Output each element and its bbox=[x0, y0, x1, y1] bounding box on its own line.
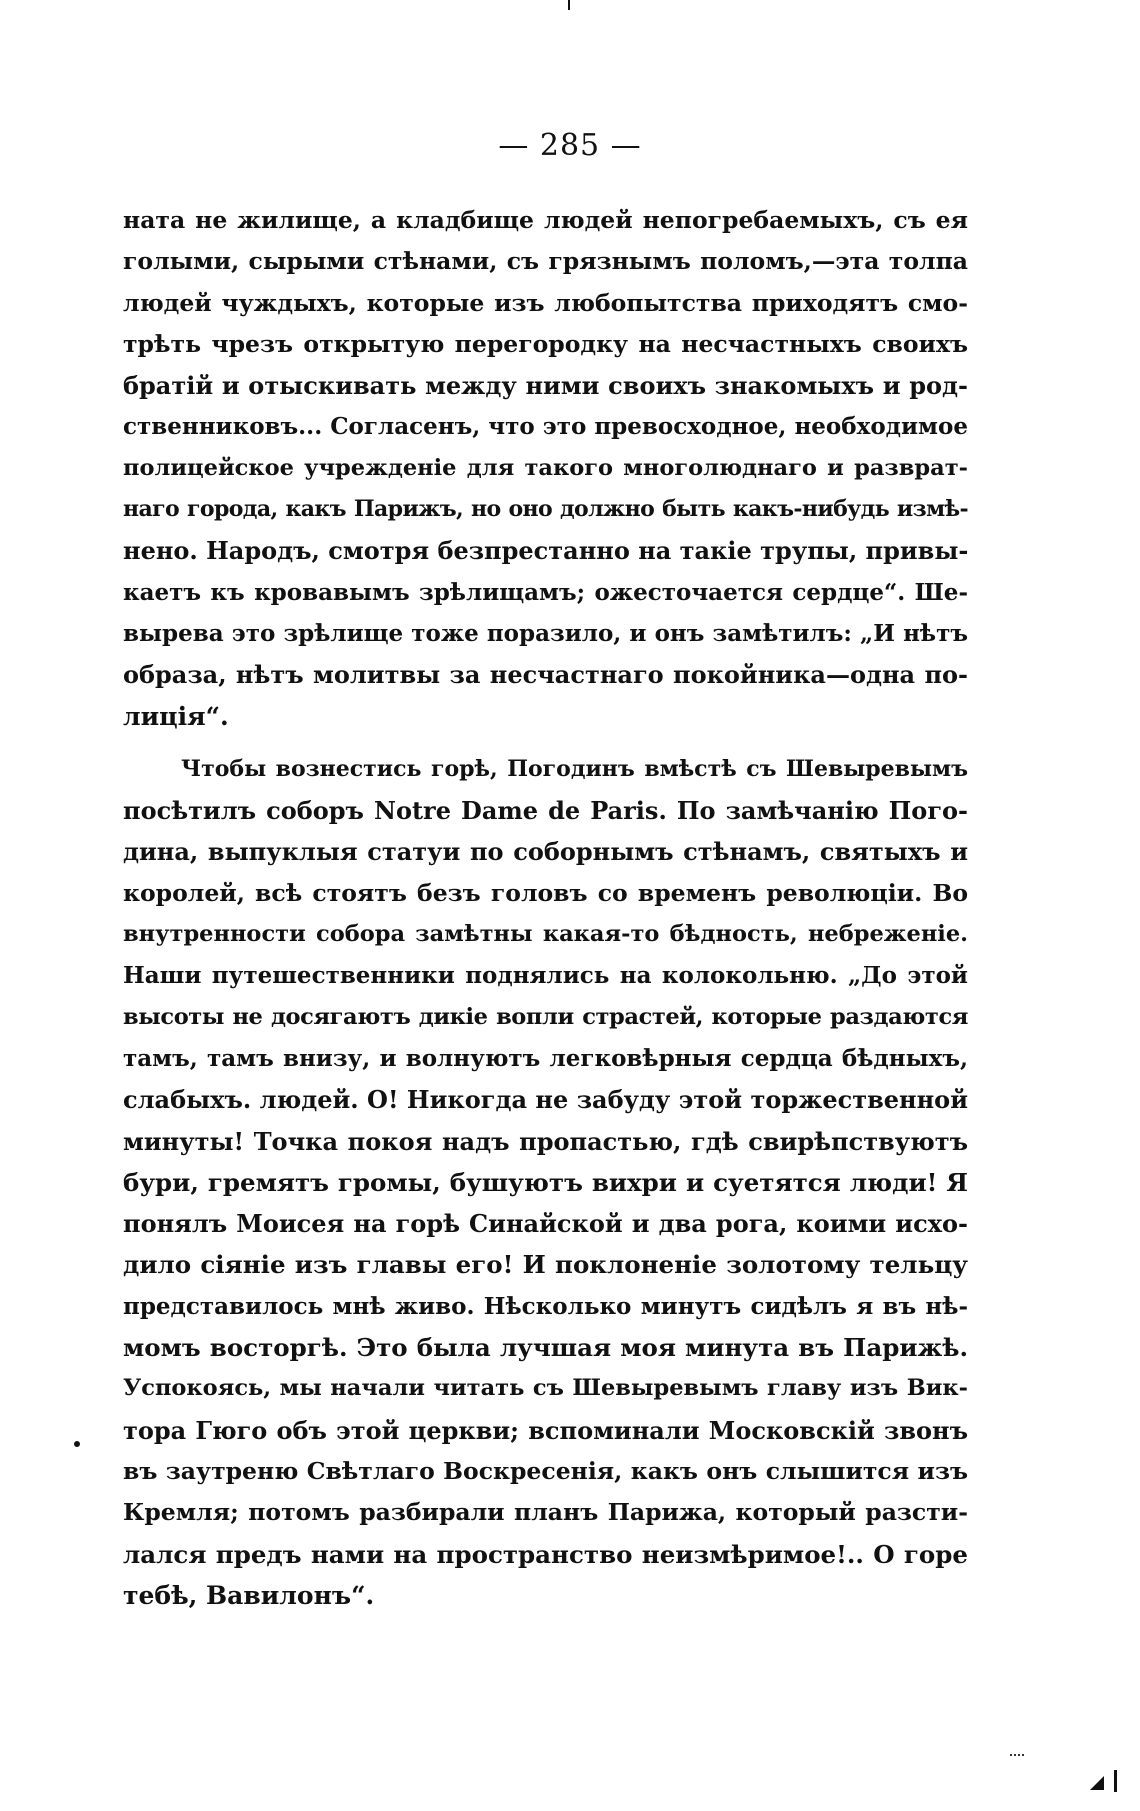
scan-bar-mark bbox=[1114, 1770, 1117, 1792]
text-line: Кремля; потомъ разбирали планъ Парижа, который разсти- bbox=[123, 1498, 968, 1527]
text-line: нено. Народъ, смотря безпрестанно на такіе трупы, привы- bbox=[123, 536, 968, 566]
text-line: тамъ, тамъ внизу, и волнуютъ легковѣрныя сердца бѣдныхъ, bbox=[123, 1044, 968, 1072]
text-line: вырева это зрѣлище тоже поразило, и онъ замѣтилъ: „И нѣтъ bbox=[123, 619, 968, 647]
text-line: каетъ къ кровавымъ зрѣлищамъ; ожесточается сердце“. Ше- bbox=[123, 578, 968, 606]
scan-corner-marks bbox=[1070, 1768, 1130, 1798]
text-line: лиція“. bbox=[123, 701, 229, 731]
scan-triangle-mark bbox=[1090, 1776, 1104, 1790]
text-line: представилось мнѣ живо. Нѣсколько минутъ сидѣлъ я въ нѣ- bbox=[123, 1292, 968, 1320]
text-line: ната не жилище, а кладбище людей непогребаемыхъ, съ ея bbox=[123, 206, 968, 234]
text-line: голыми, сырыми стѣнами, съ грязнымъ поломъ,—эта толпа bbox=[123, 247, 968, 276]
text-line: наго города, какъ Парижъ, но оно должно быть какъ-нибудь измѣ- bbox=[123, 496, 968, 523]
text-line: тебѣ, Вавилонъ“. bbox=[123, 1580, 375, 1610]
text-line: людей чуждыхъ, которые изъ любопытства приходятъ смо- bbox=[123, 288, 968, 317]
text-line: слабыхъ. людей. О! Никогда не забуду этой торжественной bbox=[123, 1085, 968, 1115]
text-line: ственниковъ... Согласенъ, что это превосходное, необходимое bbox=[123, 413, 968, 441]
text-line: момъ восторгѣ. Это была лучшая моя минута въ Парижѣ. bbox=[123, 1333, 968, 1363]
body-text bbox=[123, 200, 968, 1616]
text-line: понялъ Моисея на горѣ Синайской и два рога, коими исхо- bbox=[123, 1209, 968, 1239]
text-line: внутренности собора замѣтны какая-то бѣдность, небреженіе. bbox=[123, 921, 968, 948]
text-line: Наши путешественники поднялись на колокольню. „До этой bbox=[123, 962, 968, 990]
text-line: трѣть чрезъ открытую перегородку на несчастныхъ своихъ bbox=[123, 329, 968, 358]
page-number: — 285 — bbox=[498, 128, 642, 163]
text-line: тора Гюго объ этой церкви; вспоминали Московскій звонъ bbox=[123, 1415, 968, 1445]
text-line: дина, выпуклыя статуи по соборнымъ стѣнамъ, святыхъ и bbox=[123, 837, 968, 867]
text-line: Успокоясь, мы начали читать съ Шевыревымъ главу изъ Вик- bbox=[123, 1375, 968, 1402]
text-line: минуты! Точка покоя надъ пропастью, гдѣ свирѣпствуютъ bbox=[123, 1126, 968, 1156]
text-line: высоты не досягаютъ дикіе вопли страстей, которые раздаются bbox=[123, 1003, 968, 1030]
text-line: бури, гремятъ громы, бушуютъ вихри и суетятся люди! Я bbox=[123, 1167, 968, 1197]
text-line: Чтобы вознестись горѣ, Погодинъ вмѣстѣ съ Шевыревымъ bbox=[181, 755, 968, 782]
scan-tick-mark bbox=[568, 0, 570, 10]
scan-speck-mark bbox=[74, 1441, 80, 1447]
text-line: образа, нѣтъ молитвы за несчастнаго покойника—одна по- bbox=[123, 660, 968, 690]
scan-dots-mark bbox=[1010, 1754, 1024, 1760]
text-line: въ заутреню Свѣтлаго Воскресенія, какъ онъ слышится изъ bbox=[123, 1456, 968, 1485]
text-line: посѣтилъ соборъ Notre Dame de Paris. По замѣчанію Пого- bbox=[123, 796, 968, 826]
text-line: братій и отыскивать между ними своихъ знакомыхъ и род- bbox=[123, 371, 968, 401]
text-line: полицейское учрежденіе для такого многолюднаго и разврат- bbox=[123, 454, 968, 481]
text-line: королей, всѣ стоятъ безъ головъ со временъ революціи. Во bbox=[123, 878, 968, 907]
text-line: дило сіяніе изъ главы его! И поклоненіе золотому тельцу bbox=[123, 1250, 968, 1280]
text-line: лался предъ нами на пространство неизмѣримое!.. О горе bbox=[123, 1539, 968, 1569]
